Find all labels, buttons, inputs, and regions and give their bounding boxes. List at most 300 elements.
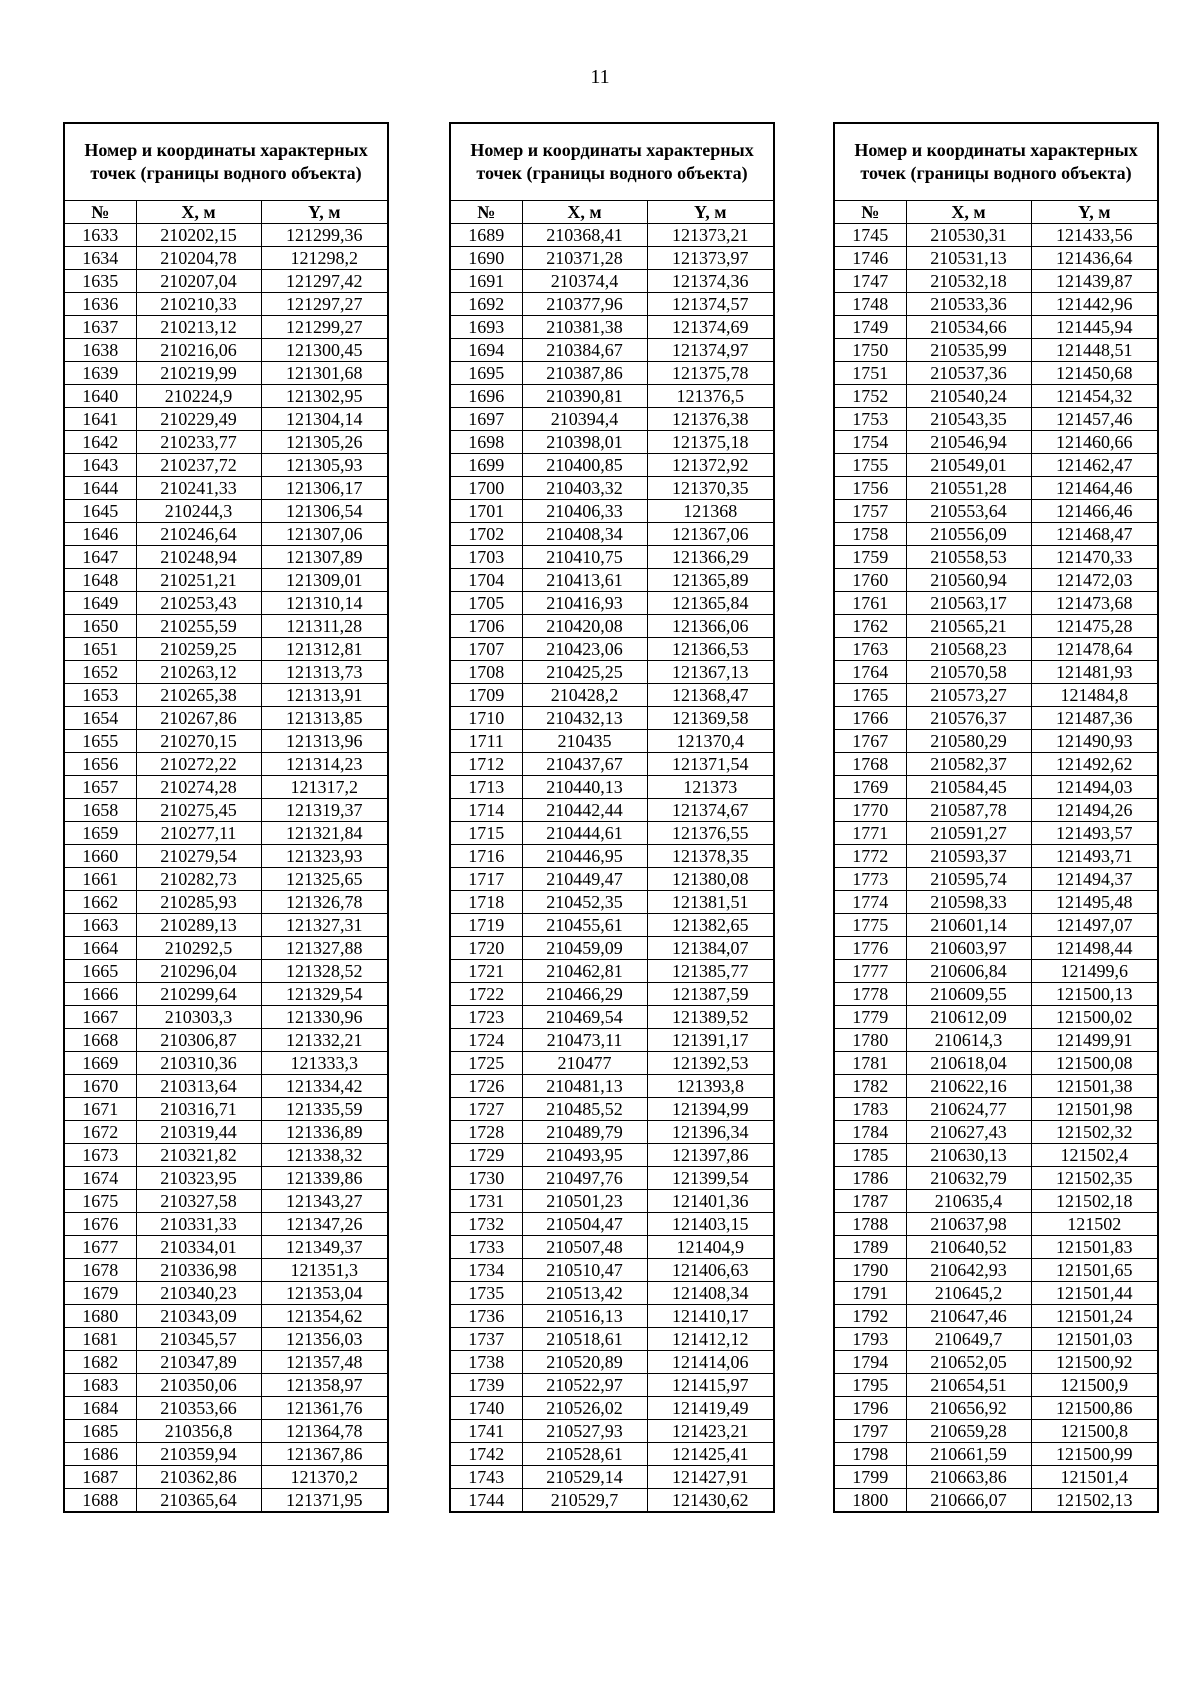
point-number-cell: 1795 — [834, 1374, 906, 1397]
x-coordinate-cell: 210580,29 — [906, 730, 1031, 753]
x-coordinate-cell: 210534,66 — [906, 316, 1031, 339]
point-number-cell: 1744 — [450, 1489, 522, 1513]
point-number-cell: 1645 — [64, 500, 136, 523]
y-coordinate-cell: 121366,53 — [647, 638, 774, 661]
table-row — [64, 914, 388, 937]
y-coordinate-cell: 121366,06 — [647, 615, 774, 638]
x-coordinate-cell: 210640,52 — [906, 1236, 1031, 1259]
table-row — [64, 891, 388, 914]
x-coordinate-cell: 210582,37 — [906, 753, 1031, 776]
x-coordinate-cell: 210350,06 — [136, 1374, 261, 1397]
table-row — [834, 1098, 1158, 1121]
x-coordinate-cell: 210568,23 — [906, 638, 1031, 661]
table-row — [834, 868, 1158, 891]
x-coordinate-cell: 210601,14 — [906, 914, 1031, 937]
table-row — [64, 316, 388, 339]
point-number-cell: 1723 — [450, 1006, 522, 1029]
point-number-cell: 1703 — [450, 546, 522, 569]
table-row — [64, 776, 388, 799]
y-coordinate-cell: 121385,77 — [647, 960, 774, 983]
table-row — [64, 500, 388, 523]
column-header-number: № — [834, 201, 906, 224]
table-row — [64, 1305, 388, 1328]
x-coordinate-cell: 210282,73 — [136, 868, 261, 891]
x-coordinate-cell: 210440,13 — [522, 776, 647, 799]
column-header-number: № — [64, 201, 136, 224]
x-coordinate-cell: 210272,22 — [136, 753, 261, 776]
table-row — [834, 707, 1158, 730]
x-coordinate-cell: 210462,81 — [522, 960, 647, 983]
point-number-cell: 1769 — [834, 776, 906, 799]
table-row — [64, 1443, 388, 1466]
x-coordinate-cell: 210642,93 — [906, 1259, 1031, 1282]
y-coordinate-cell: 121327,31 — [261, 914, 388, 937]
table-row — [64, 822, 388, 845]
y-coordinate-cell: 121468,47 — [1031, 523, 1158, 546]
table-row — [834, 1167, 1158, 1190]
x-coordinate-cell: 210520,89 — [522, 1351, 647, 1374]
x-coordinate-cell: 210444,61 — [522, 822, 647, 845]
table-row — [450, 868, 774, 891]
x-coordinate-cell: 210595,74 — [906, 868, 1031, 891]
y-coordinate-cell: 121373,97 — [647, 247, 774, 270]
table-row — [834, 431, 1158, 454]
table-row — [64, 385, 388, 408]
point-number-cell: 1720 — [450, 937, 522, 960]
y-coordinate-cell: 121354,62 — [261, 1305, 388, 1328]
coordinates-table-1 — [63, 122, 389, 1513]
x-coordinate-cell: 210533,36 — [906, 293, 1031, 316]
x-coordinate-cell: 210210,33 — [136, 293, 261, 316]
point-number-cell: 1726 — [450, 1075, 522, 1098]
y-coordinate-cell: 121382,65 — [647, 914, 774, 937]
y-coordinate-cell: 121334,42 — [261, 1075, 388, 1098]
table-row — [450, 592, 774, 615]
table-row — [834, 224, 1158, 247]
y-coordinate-cell: 121500,08 — [1031, 1052, 1158, 1075]
page-number: 11 — [590, 66, 610, 88]
y-coordinate-cell: 121500,86 — [1031, 1397, 1158, 1420]
table-title: Номер и координаты характерных точек (границы водного объекта) — [64, 123, 388, 201]
point-number-cell: 1800 — [834, 1489, 906, 1513]
point-number-cell: 1780 — [834, 1029, 906, 1052]
table-row — [64, 983, 388, 1006]
y-coordinate-cell: 121313,85 — [261, 707, 388, 730]
x-coordinate-cell: 210255,59 — [136, 615, 261, 638]
point-number-cell: 1637 — [64, 316, 136, 339]
x-coordinate-cell: 210253,43 — [136, 592, 261, 615]
table-row — [834, 799, 1158, 822]
point-number-cell: 1673 — [64, 1144, 136, 1167]
y-coordinate-cell: 121361,76 — [261, 1397, 388, 1420]
table-row — [450, 500, 774, 523]
point-number-cell: 1787 — [834, 1190, 906, 1213]
table-row — [450, 615, 774, 638]
y-coordinate-cell: 121396,34 — [647, 1121, 774, 1144]
table-row — [64, 454, 388, 477]
y-coordinate-cell: 121321,84 — [261, 822, 388, 845]
y-coordinate-cell: 121389,52 — [647, 1006, 774, 1029]
table-row — [834, 1213, 1158, 1236]
y-coordinate-cell: 121301,68 — [261, 362, 388, 385]
point-number-cell: 1765 — [834, 684, 906, 707]
table-row — [64, 1236, 388, 1259]
x-coordinate-cell: 210248,94 — [136, 546, 261, 569]
y-coordinate-cell: 121313,73 — [261, 661, 388, 684]
point-number-cell: 1781 — [834, 1052, 906, 1075]
x-coordinate-cell: 210537,36 — [906, 362, 1031, 385]
x-coordinate-cell: 210313,64 — [136, 1075, 261, 1098]
y-coordinate-cell: 121502 — [1031, 1213, 1158, 1236]
y-coordinate-cell: 121302,95 — [261, 385, 388, 408]
table-row — [64, 1374, 388, 1397]
x-coordinate-cell: 210442,44 — [522, 799, 647, 822]
x-coordinate-cell: 210403,32 — [522, 477, 647, 500]
y-coordinate-cell: 121492,62 — [1031, 753, 1158, 776]
x-coordinate-cell: 210606,84 — [906, 960, 1031, 983]
table-row — [834, 1282, 1158, 1305]
x-coordinate-cell: 210637,98 — [906, 1213, 1031, 1236]
y-coordinate-cell: 121332,21 — [261, 1029, 388, 1052]
table-row — [450, 1029, 774, 1052]
table-row — [450, 1052, 774, 1075]
table-row — [64, 293, 388, 316]
point-number-cell: 1793 — [834, 1328, 906, 1351]
point-number-cell: 1680 — [64, 1305, 136, 1328]
point-number-cell: 1699 — [450, 454, 522, 477]
y-coordinate-cell: 121366,29 — [647, 546, 774, 569]
x-coordinate-cell: 210609,55 — [906, 983, 1031, 1006]
point-number-cell: 1732 — [450, 1213, 522, 1236]
y-coordinate-cell: 121310,14 — [261, 592, 388, 615]
x-coordinate-cell: 210587,78 — [906, 799, 1031, 822]
x-coordinate-cell: 210452,35 — [522, 891, 647, 914]
y-coordinate-cell: 121501,24 — [1031, 1305, 1158, 1328]
x-coordinate-cell: 210202,15 — [136, 224, 261, 247]
y-coordinate-cell: 121357,48 — [261, 1351, 388, 1374]
x-coordinate-cell: 210558,53 — [906, 546, 1031, 569]
y-coordinate-cell: 121378,35 — [647, 845, 774, 868]
table-row — [450, 247, 774, 270]
y-coordinate-cell: 121499,91 — [1031, 1029, 1158, 1052]
point-number-cell: 1799 — [834, 1466, 906, 1489]
x-coordinate-cell: 210624,77 — [906, 1098, 1031, 1121]
point-number-cell: 1796 — [834, 1397, 906, 1420]
point-number-cell: 1688 — [64, 1489, 136, 1513]
y-coordinate-cell: 121478,64 — [1031, 638, 1158, 661]
y-coordinate-cell: 121300,45 — [261, 339, 388, 362]
y-coordinate-cell: 121470,33 — [1031, 546, 1158, 569]
x-coordinate-cell: 210323,95 — [136, 1167, 261, 1190]
table-row — [450, 1374, 774, 1397]
column-header-x: X, м — [522, 201, 647, 224]
table-row — [450, 1259, 774, 1282]
y-coordinate-cell: 121368,47 — [647, 684, 774, 707]
point-number-cell: 1700 — [450, 477, 522, 500]
x-coordinate-cell: 210449,47 — [522, 868, 647, 891]
table-row — [834, 293, 1158, 316]
table-row — [450, 523, 774, 546]
x-coordinate-cell: 210207,04 — [136, 270, 261, 293]
point-number-cell: 1665 — [64, 960, 136, 983]
column-header-x: X, м — [906, 201, 1031, 224]
point-number-cell: 1634 — [64, 247, 136, 270]
y-coordinate-cell: 121445,94 — [1031, 316, 1158, 339]
y-coordinate-cell: 121490,93 — [1031, 730, 1158, 753]
y-coordinate-cell: 121339,86 — [261, 1167, 388, 1190]
point-number-cell: 1707 — [450, 638, 522, 661]
y-coordinate-cell: 121375,18 — [647, 431, 774, 454]
y-coordinate-cell: 121376,38 — [647, 408, 774, 431]
y-coordinate-cell: 121329,54 — [261, 983, 388, 1006]
table-row — [64, 1420, 388, 1443]
point-number-cell: 1659 — [64, 822, 136, 845]
x-coordinate-cell: 210659,28 — [906, 1420, 1031, 1443]
coordinates-table-2 — [449, 122, 775, 1513]
x-coordinate-cell: 210531,13 — [906, 247, 1031, 270]
y-coordinate-cell: 121370,2 — [261, 1466, 388, 1489]
point-number-cell: 1751 — [834, 362, 906, 385]
y-coordinate-cell: 121347,26 — [261, 1213, 388, 1236]
x-coordinate-cell: 210654,51 — [906, 1374, 1031, 1397]
x-coordinate-cell: 210299,64 — [136, 983, 261, 1006]
table-row — [450, 845, 774, 868]
y-coordinate-cell: 121494,37 — [1031, 868, 1158, 891]
point-number-cell: 1698 — [450, 431, 522, 454]
point-number-cell: 1642 — [64, 431, 136, 454]
column-header-number: № — [450, 201, 522, 224]
x-coordinate-cell: 210570,58 — [906, 661, 1031, 684]
point-number-cell: 1730 — [450, 1167, 522, 1190]
x-coordinate-cell: 210270,15 — [136, 730, 261, 753]
point-number-cell: 1771 — [834, 822, 906, 845]
table-row — [450, 1443, 774, 1466]
table-row — [64, 1328, 388, 1351]
x-coordinate-cell: 210416,93 — [522, 592, 647, 615]
y-coordinate-cell: 121457,46 — [1031, 408, 1158, 431]
x-coordinate-cell: 210432,13 — [522, 707, 647, 730]
y-coordinate-cell: 121374,69 — [647, 316, 774, 339]
y-coordinate-cell: 121425,41 — [647, 1443, 774, 1466]
point-number-cell: 1684 — [64, 1397, 136, 1420]
x-coordinate-cell: 210413,61 — [522, 569, 647, 592]
table-row — [64, 362, 388, 385]
table-row — [450, 477, 774, 500]
point-number-cell: 1702 — [450, 523, 522, 546]
table-row — [64, 684, 388, 707]
table-row — [64, 1190, 388, 1213]
table-row — [64, 339, 388, 362]
point-number-cell: 1797 — [834, 1420, 906, 1443]
y-coordinate-cell: 121493,71 — [1031, 845, 1158, 868]
y-coordinate-cell: 121500,9 — [1031, 1374, 1158, 1397]
point-number-cell: 1655 — [64, 730, 136, 753]
y-coordinate-cell: 121374,97 — [647, 339, 774, 362]
point-number-cell: 1662 — [64, 891, 136, 914]
x-coordinate-cell: 210618,04 — [906, 1052, 1031, 1075]
point-number-cell: 1773 — [834, 868, 906, 891]
y-coordinate-cell: 121397,86 — [647, 1144, 774, 1167]
table-row — [64, 661, 388, 684]
table-row — [450, 1351, 774, 1374]
y-coordinate-cell: 121493,57 — [1031, 822, 1158, 845]
point-number-cell: 1756 — [834, 477, 906, 500]
point-number-cell: 1705 — [450, 592, 522, 615]
x-coordinate-cell: 210365,64 — [136, 1489, 261, 1513]
x-coordinate-cell: 210246,64 — [136, 523, 261, 546]
point-number-cell: 1696 — [450, 385, 522, 408]
y-coordinate-cell: 121336,89 — [261, 1121, 388, 1144]
y-coordinate-cell: 121304,14 — [261, 408, 388, 431]
point-number-cell: 1689 — [450, 224, 522, 247]
table-row — [64, 523, 388, 546]
point-number-cell: 1660 — [64, 845, 136, 868]
x-coordinate-cell: 210316,71 — [136, 1098, 261, 1121]
x-coordinate-cell: 210336,98 — [136, 1259, 261, 1282]
point-number-cell: 1641 — [64, 408, 136, 431]
y-coordinate-cell: 121460,66 — [1031, 431, 1158, 454]
table-row — [450, 1190, 774, 1213]
x-coordinate-cell: 210576,37 — [906, 707, 1031, 730]
y-coordinate-cell: 121307,06 — [261, 523, 388, 546]
y-coordinate-cell: 121311,28 — [261, 615, 388, 638]
point-number-cell: 1763 — [834, 638, 906, 661]
table-row — [834, 1029, 1158, 1052]
y-coordinate-cell: 121343,27 — [261, 1190, 388, 1213]
point-number-cell: 1656 — [64, 753, 136, 776]
point-number-cell: 1683 — [64, 1374, 136, 1397]
point-number-cell: 1697 — [450, 408, 522, 431]
point-number-cell: 1647 — [64, 546, 136, 569]
table-row — [450, 914, 774, 937]
y-coordinate-cell: 121399,54 — [647, 1167, 774, 1190]
table-row — [834, 316, 1158, 339]
point-number-cell: 1653 — [64, 684, 136, 707]
table-row — [450, 1121, 774, 1144]
x-coordinate-cell: 210306,87 — [136, 1029, 261, 1052]
point-number-cell: 1636 — [64, 293, 136, 316]
y-coordinate-cell: 121371,54 — [647, 753, 774, 776]
table-row — [450, 385, 774, 408]
point-number-cell: 1790 — [834, 1259, 906, 1282]
point-number-cell: 1666 — [64, 983, 136, 1006]
x-coordinate-cell: 210477 — [522, 1052, 647, 1075]
x-coordinate-cell: 210216,06 — [136, 339, 261, 362]
point-number-cell: 1727 — [450, 1098, 522, 1121]
y-coordinate-cell: 121335,59 — [261, 1098, 388, 1121]
y-coordinate-cell: 121305,93 — [261, 454, 388, 477]
point-number-cell: 1670 — [64, 1075, 136, 1098]
y-coordinate-cell: 121327,88 — [261, 937, 388, 960]
x-coordinate-cell: 210241,33 — [136, 477, 261, 500]
y-coordinate-cell: 121373,21 — [647, 224, 774, 247]
x-coordinate-cell: 210408,34 — [522, 523, 647, 546]
x-coordinate-cell: 210224,9 — [136, 385, 261, 408]
point-number-cell: 1668 — [64, 1029, 136, 1052]
x-coordinate-cell: 210437,67 — [522, 753, 647, 776]
table-title: Номер и координаты характерных точек (границы водного объекта) — [450, 123, 774, 201]
x-coordinate-cell: 210213,12 — [136, 316, 261, 339]
table-row — [834, 546, 1158, 569]
point-number-cell: 1719 — [450, 914, 522, 937]
table-row — [834, 1328, 1158, 1351]
table-row — [834, 1190, 1158, 1213]
x-coordinate-cell: 210527,93 — [522, 1420, 647, 1443]
y-coordinate-cell: 121502,13 — [1031, 1489, 1158, 1513]
y-coordinate-cell: 121487,36 — [1031, 707, 1158, 730]
x-coordinate-cell: 210661,59 — [906, 1443, 1031, 1466]
x-coordinate-cell: 210428,2 — [522, 684, 647, 707]
y-coordinate-cell: 121384,07 — [647, 937, 774, 960]
y-coordinate-cell: 121475,28 — [1031, 615, 1158, 638]
x-coordinate-cell: 210459,09 — [522, 937, 647, 960]
point-number-cell: 1701 — [450, 500, 522, 523]
table-row — [64, 1489, 388, 1513]
y-coordinate-cell: 121305,26 — [261, 431, 388, 454]
x-coordinate-cell: 210259,25 — [136, 638, 261, 661]
table-row — [450, 1305, 774, 1328]
y-coordinate-cell: 121313,96 — [261, 730, 388, 753]
point-number-cell: 1750 — [834, 339, 906, 362]
point-number-cell: 1785 — [834, 1144, 906, 1167]
point-number-cell: 1635 — [64, 270, 136, 293]
point-number-cell: 1738 — [450, 1351, 522, 1374]
point-number-cell: 1767 — [834, 730, 906, 753]
y-coordinate-cell: 121454,32 — [1031, 385, 1158, 408]
point-number-cell: 1768 — [834, 753, 906, 776]
table-row — [450, 1397, 774, 1420]
y-coordinate-cell: 121299,27 — [261, 316, 388, 339]
y-coordinate-cell: 121309,01 — [261, 569, 388, 592]
x-coordinate-cell: 210518,61 — [522, 1328, 647, 1351]
y-coordinate-cell: 121312,81 — [261, 638, 388, 661]
x-coordinate-cell: 210532,18 — [906, 270, 1031, 293]
table-row — [64, 270, 388, 293]
table-row — [450, 1098, 774, 1121]
point-number-cell: 1762 — [834, 615, 906, 638]
x-coordinate-cell: 210535,99 — [906, 339, 1031, 362]
x-coordinate-cell: 210612,09 — [906, 1006, 1031, 1029]
table-row — [450, 822, 774, 845]
y-coordinate-cell: 121375,78 — [647, 362, 774, 385]
table-row — [834, 1374, 1158, 1397]
table-row — [834, 914, 1158, 937]
table-row — [834, 569, 1158, 592]
point-number-cell: 1766 — [834, 707, 906, 730]
point-number-cell: 1704 — [450, 569, 522, 592]
point-number-cell: 1675 — [64, 1190, 136, 1213]
point-number-cell: 1709 — [450, 684, 522, 707]
y-coordinate-cell: 121401,36 — [647, 1190, 774, 1213]
table-row — [834, 1305, 1158, 1328]
point-number-cell: 1714 — [450, 799, 522, 822]
x-coordinate-cell: 210507,48 — [522, 1236, 647, 1259]
column-header-x: X, м — [136, 201, 261, 224]
table-row — [450, 1167, 774, 1190]
y-coordinate-cell: 121319,37 — [261, 799, 388, 822]
y-coordinate-cell: 121370,4 — [647, 730, 774, 753]
table-row — [450, 1328, 774, 1351]
x-coordinate-cell: 210219,99 — [136, 362, 261, 385]
y-coordinate-cell: 121502,4 — [1031, 1144, 1158, 1167]
x-coordinate-cell: 210663,86 — [906, 1466, 1031, 1489]
x-coordinate-cell: 210652,05 — [906, 1351, 1031, 1374]
point-number-cell: 1681 — [64, 1328, 136, 1351]
point-number-cell: 1644 — [64, 477, 136, 500]
point-number-cell: 1638 — [64, 339, 136, 362]
point-number-cell: 1711 — [450, 730, 522, 753]
y-coordinate-cell: 121439,87 — [1031, 270, 1158, 293]
